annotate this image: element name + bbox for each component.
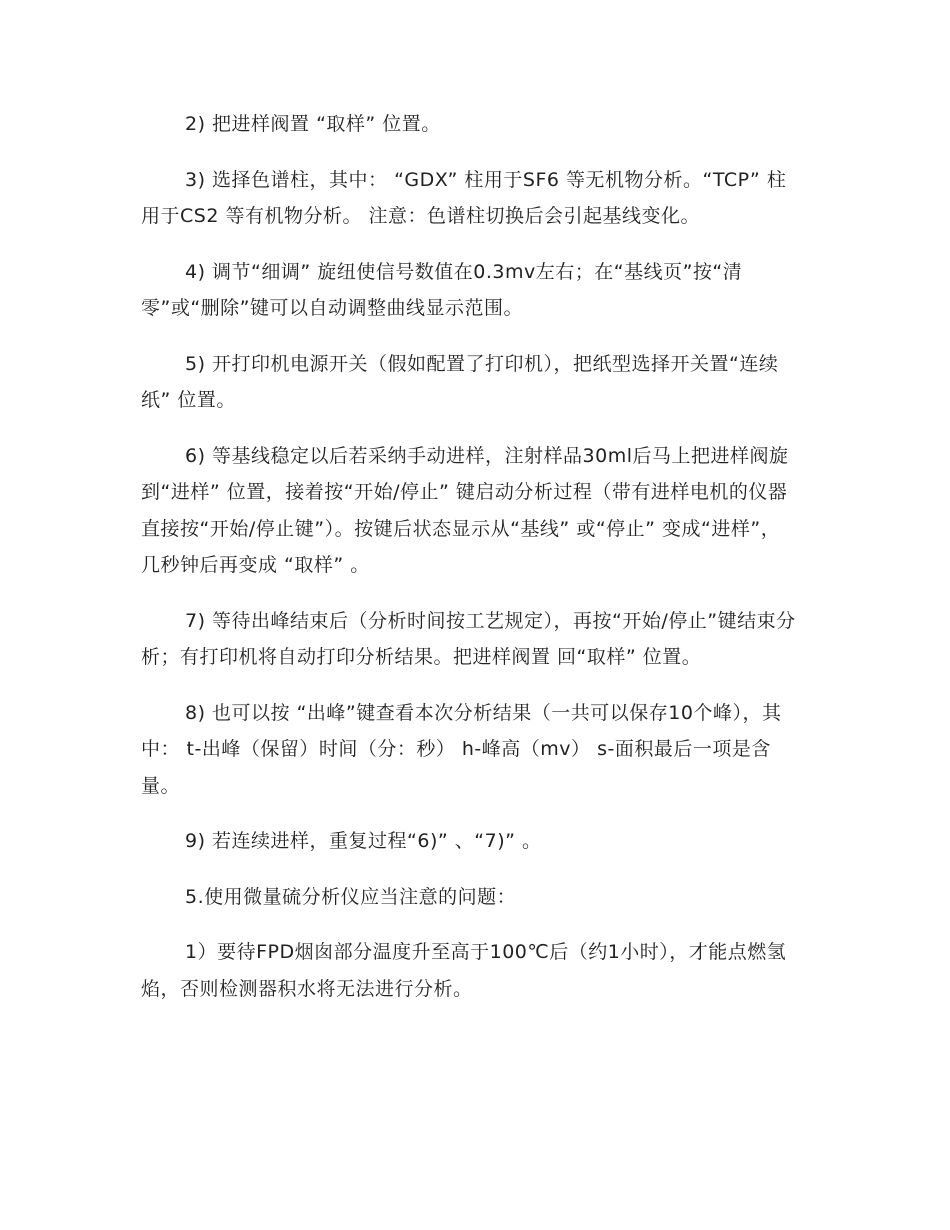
paragraph-step-5: 5) 开打印机电源开关（假如配置了打印机），把纸型选择开关置“连续纸” 位置。 (141, 352, 779, 411)
paragraph-step-6: 6) 等基线稳定以后若采纳手动进样，注射样品30ml后马上把进样阀旋到“进样” 位置，接着按“开始/停止” 键启动分析过程（带有进样电机的仪器直接按“开始/停止键”）。按键后状态显示从“基线” 或“停止” 变成“进样”， 几秒钟后再变成 “取样” 。 (141, 444, 789, 576)
paragraph-step-3: 3) 选择色谱柱，其中： “GDX” 柱用于SF6 等无机物分析。“TCP” 柱用于CS2 等有机物分析。 注意：色谱柱切换后会引起基线变化。 (141, 168, 787, 227)
paragraph-step-2: 2) 把进样阀置 “取样” 位置。 (185, 113, 441, 135)
paragraph-note-1: 1）要待FPD烟囱部分温度升至高于100℃后（约1小时），才能点燃氢焰，否则检测器积水将无法进行分析。 (141, 941, 787, 1000)
paragraph-step-9: 9) 若连续进样，重复过程“6)” 、“7)” 。 (185, 830, 542, 852)
paragraph-step-4: 4) 调节“细调” 旋纽使信号数值在0.3mv左右；在“基线页”按“清零”或“删除”键可以自动调整曲线显示范围。 (141, 260, 743, 319)
paragraph-step-8: 8) 也可以按 “出峰”键查看本次分析结果（一共可以保存10个峰），其中： t-出峰（保留）时间（分：秒） h-峰高（mv） s-面积最后一项是含量。 (141, 701, 782, 797)
document-body (141, 106, 805, 1026)
paragraph-step-7: 7) 等待出峰结束后（分析时间按工艺规定），再按“开始/停止”键结束分析；有打印机将自动打印分析结果。把进样阀置 回“取样” 位置。 (141, 609, 796, 668)
section-heading: 5.使用微量硫分析仪应当注意的问题： (185, 885, 517, 908)
